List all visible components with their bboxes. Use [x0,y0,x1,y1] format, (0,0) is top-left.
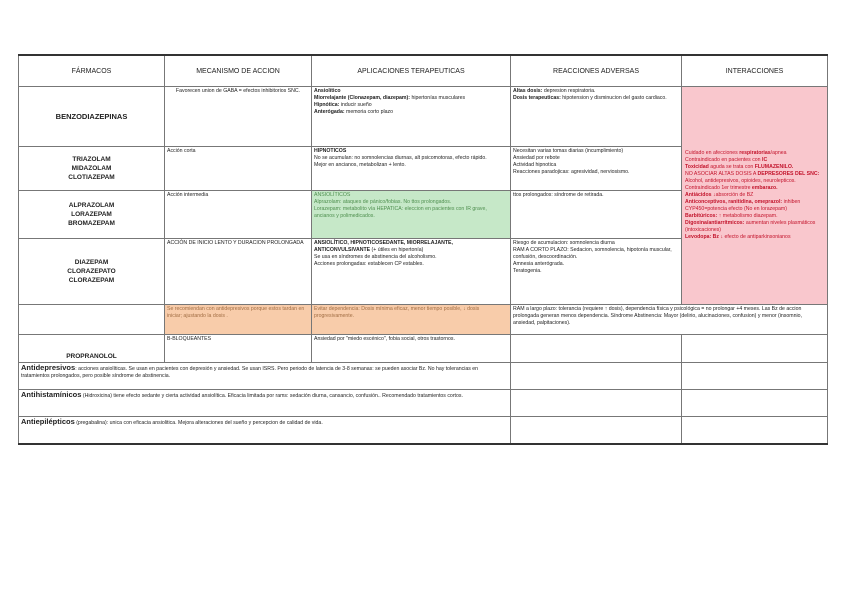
applications-cell: Ansiolítico Miorrelajante (Clonazepam, diazepam): hipertonías musculares Hipnótica: inducir sueño Anterógada: memoria corto plazo [312,87,511,147]
drug-name: BENZODIAZEPINAS [19,87,165,147]
empty-cell [682,417,828,444]
mechanism-cell: Se recomiendan con antidepresivos porque estos tardan en iniciar; ajustando la dosis . [165,305,312,335]
note-row [19,363,828,390]
note-row [19,390,828,417]
note-antiepilepticos: Antiepilépticos (pregabalina): unica con eficacia ansiolitica. Mejora alteraciones del sueño y percepcion de calidad de vida. [19,417,511,444]
drug-name: PROPRANOLOL [19,335,165,363]
empty-cell [511,417,682,444]
drug-name: DIAZEPAM CLORAZEPATO CLORAZEPAM [19,239,165,305]
adverse-cell: RAM a largo plazo: tolerancia (requiere ↑ dosis), dependencia física y psicológica = no prolongar +4 meses. Las Bz de accion prolongada generan menos dependencia. Síndrome Abstinencia: Mayor (delirio, alucinaciones, confusion) y menor (insomnio, ansiedad, palpitaciones). [511,305,828,335]
empty-cell [511,390,682,417]
applications-cell: Evitar dependencia: Dosis mínima eficaz, menor tiempo posible, ↓ dosis progresivamente. [312,305,511,335]
table-row [19,87,828,147]
adverse-cell [511,335,682,363]
drug-table [18,54,828,445]
empty-cell [19,305,165,335]
header-aplicaciones: APLICACIONES TERAPEUTICAS [312,55,511,87]
note-antihistaminicos: Antihistamínicos (Hidroxicina) tiene efecto sedante y cierta actividad ansiolítica. Eficacia limitada por rams: sedación diurna, cansancio, confusión.. Recomendado tratamientos cortos. [19,390,511,417]
empty-cell [682,363,828,390]
applications-cell: Ansiedad por "miedo escénico", fobia social, otros trastornos. [312,335,511,363]
adverse-cell: Riesgo de acumulacion: somnolencia diurna RAM A CORTO PLAZO: Sedacion, somnolencia, hipotonía muscular, confusión, descoordinación. Amnesia anterógrada. Teratogenia. [511,239,682,305]
interactions-cell: Cuidado en afecciones respiratorias/apnea Contraindicado en pacientes con IC Toxicidad aguda se trata con FLUMAZENILO. NO ASOCIAR ALTAS DOSIS A DEPRESORES DEL SNC: Alcohol, antidepresivos, opioides, neurolepticos. Contraindicado 1er trimestre embarazo. Antiácidos ↓absorción de BZ Anticonceptivos, ranitidina, omeprazol: inhiben CYP450=potencia efecto (No en lorazepam) Barbitúricos: ↑ metabolismo diazepam. Digoxina/antiarrítmicos: aumentan niveles plasmáticos (intoxicaciones) Levodopa: Bz ↓ efecto de antiparkinsonianos [682,87,828,305]
empty-cell [682,390,828,417]
applications-cell: ANSIOLÍTICOS Alprazolam: ataques de pánico/fobias. No ttos prolongados. Lorazepam: metabolito vía HEPATICA: eleccion en pacientes con IR grave, ancianos y polimedicados. [312,191,511,239]
interactions-cell-empty [682,335,828,363]
applications-cell: HIPNOTICOS No se acumulan: no somnolencias diurnas, alt psicomotoras, efecto rápido. Mejor en ancianos, metabolizan + lento. [312,147,511,191]
applications-cell: ANSIOLÍTICO, HIPNOTICOSEDANTE, MIORRELAJANTE, ANTICONVULSIVANTE (+ útiles en hipertonía) Se usa en síndromes de abstinencia del alcoholismo. Acciones prolongadas: establecen CP estables. [312,239,511,305]
adverse-cell: Necesitan varias tomas diarias (incumplimiento) Ansiedad por rebote Actividad hipnotica Reacciones paradojicas: agresividad, nerviosismo. [511,147,682,191]
mechanism-cell: Acción intermedia [165,191,312,239]
drug-name: TRIAZOLAM MIDAZOLAM CLOTIAZEPAM [19,147,165,191]
header-farmacos: FÁRMACOS [19,55,165,87]
adverse-cell: Altas dosis: depresion respiratoria. Dosis terapeuticas: hipotension y disminucion del gasto cardiaco. [511,87,682,147]
mechanism-cell: ACCIÓN DE INICIO LENTO Y DURACION PROLONGADA [165,239,312,305]
header-mecanismo: MECANISMO DE ACCION [165,55,312,87]
adverse-cell: ttos prolongados: síndrome de retirada. [511,191,682,239]
table-row [19,335,828,363]
table-row [19,305,828,335]
header-interacciones: INTERACCIONES [682,55,828,87]
header-row [19,55,828,87]
note-antidepresivos: Antidepresivos: acciones ansiolíticas. Se usan en pacientes con depresión y ansiedad. Se usan ISRS. Pero periodo de latencia de 3-8 semanas: se pueden asociar Bz. No hay tolerancias en tratamientos prolongados, pero posible síndrome de abstinencia. [19,363,511,390]
note-row [19,417,828,444]
drug-name: ALPRAZOLAM LORAZEPAM BROMAZEPAM [19,191,165,239]
mechanism-cell: Acción corta [165,147,312,191]
drug-table-document [18,54,827,445]
mechanism-cell: Favorecen union de GABA = efectos inhibitorios SNC. [165,87,312,147]
mechanism-cell: B-BLOQUEANTES [165,335,312,363]
empty-cell [511,363,682,390]
header-reacciones: REACCIONES ADVERSAS [511,55,682,87]
